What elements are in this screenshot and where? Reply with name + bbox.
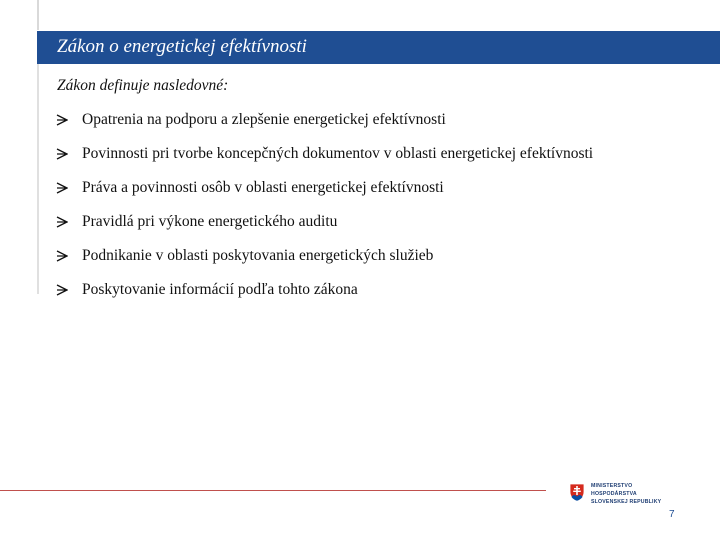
top-divider [37, 0, 39, 30]
bullet-item [56, 245, 433, 267]
bullet-text: Práva a povinnosti osôb v oblasti energetickej efektívnosti [82, 179, 444, 196]
arrow-bullet-icon [56, 143, 68, 165]
logo-line: HOSPODÁRSTVA [591, 491, 637, 497]
logo-line: SLOVENSKEJ REPUBLIKY [591, 499, 662, 505]
left-divider [37, 64, 39, 294]
arrow-bullet-icon [56, 245, 68, 267]
page-number: 7 [669, 509, 675, 520]
footer-divider [0, 490, 546, 491]
title-bar [37, 31, 720, 64]
arrow-bullet-icon [56, 279, 68, 301]
bullet-text: Pravidlá pri výkone energetického auditu [82, 213, 338, 230]
bullet-item [56, 211, 337, 233]
bullet-text: Opatrenia na podporu a zlepšenie energetickej efektívnosti [82, 111, 446, 128]
intro-text: Zákon definuje nasledovné: [57, 77, 229, 94]
bullet-text: Povinnosti pri tvorbe koncepčných dokumentov v oblasti energetickej efektívnosti [82, 145, 594, 162]
arrow-bullet-icon [56, 109, 68, 131]
arrow-bullet-icon [56, 177, 68, 199]
slovak-coat-of-arms-icon [569, 483, 585, 507]
bullet-text: Podnikanie v oblasti poskytovania energetických služieb [82, 247, 434, 264]
ministry-logo [569, 481, 669, 511]
bullet-item [56, 279, 358, 301]
bullet-item [56, 143, 593, 165]
bullet-item [56, 109, 446, 131]
arrow-bullet-icon [56, 211, 68, 233]
bullet-item [56, 177, 444, 199]
bullet-text: Poskytovanie informácií podľa tohto zákona [82, 281, 358, 298]
logo-line: MINISTERSTVO [591, 483, 633, 489]
slide-title: Zákon o energetickej efektívnosti [57, 36, 307, 57]
